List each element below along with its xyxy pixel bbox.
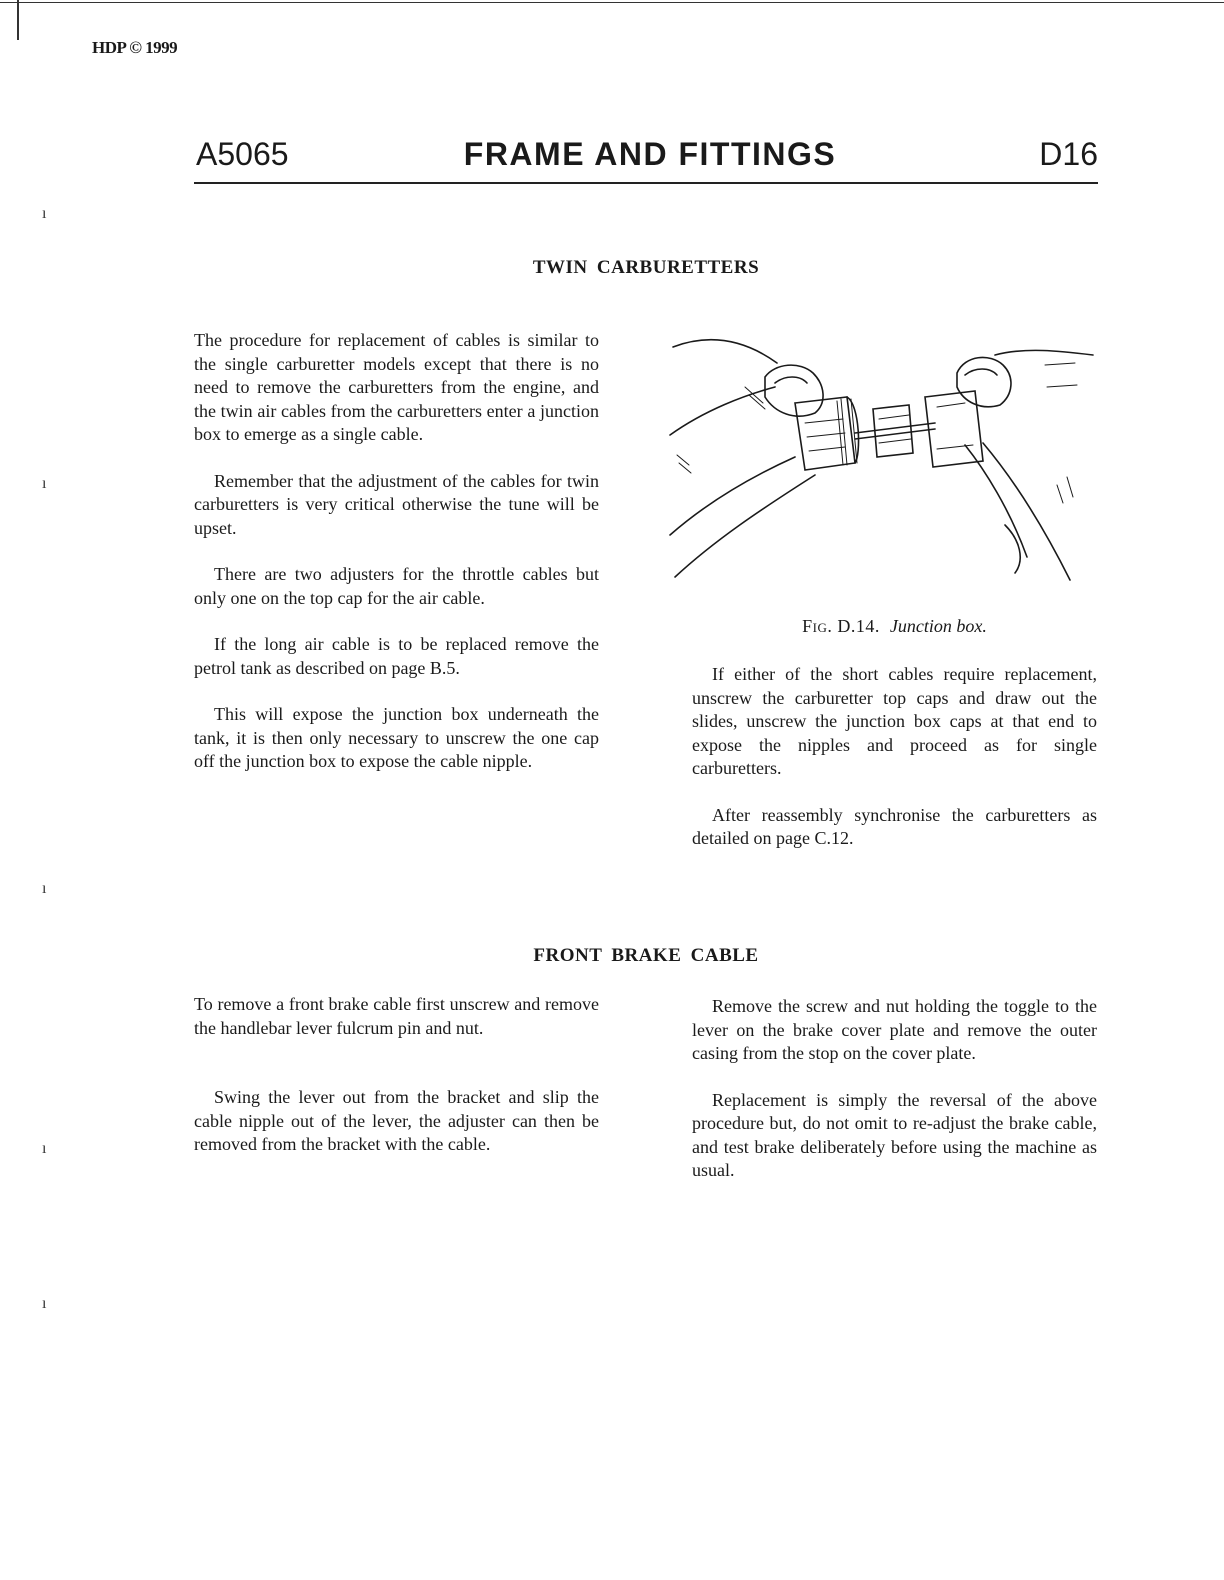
left-hand-outline	[675, 475, 815, 577]
cable-inner	[855, 423, 935, 433]
scan-edge-tick	[17, 0, 19, 40]
brake-right-column	[692, 995, 1097, 1183]
right-thumb	[957, 357, 1011, 406]
skin-hatch	[1045, 363, 1077, 387]
page-number: D16	[1039, 136, 1098, 172]
scan-edge-line	[0, 2, 1224, 3]
left-hand-outline	[670, 457, 795, 535]
copyright-stamp: HDP © 1999	[92, 38, 178, 57]
paragraph: After reassembly synchronise the carburetters as detailed on page C.12.	[692, 804, 1097, 848]
scan-artifact-mark: ı	[42, 1140, 47, 1157]
paragraph: To remove a front brake cable first unscrew and remove the handlebar lever fulcrum pin and nut.	[194, 994, 599, 1038]
twin-carb-left-column	[194, 329, 599, 774]
left-thumb	[765, 365, 823, 416]
scan-artifact-mark: ı	[42, 880, 47, 897]
figure-caption	[692, 616, 1097, 637]
left-thumbnail	[775, 377, 807, 383]
right-finger-outline	[995, 350, 1093, 355]
paragraph: This will expose the junction box underneath the tank, it is then only necessary to unscrew the one cap off the junction box to expose the cable nipple.	[194, 704, 599, 771]
left-finger-outline	[673, 340, 777, 363]
paragraph: Remove the screw and nut holding the toggle to the lever on the brake cover plate and remove the outer casing from the stop on the cover plate.	[692, 996, 1097, 1063]
right-thumbnail	[965, 369, 997, 375]
paragraph: If either of the short cables require replacement, unscrew the carburetter top caps and draw out the slides, unscrew the junction box caps at that end to expose the nipples and proceed as for single carburetters.	[692, 664, 1097, 778]
junction-nipple	[873, 405, 913, 457]
brake-left-column	[194, 993, 599, 1157]
figure-number: Fig. D.14.	[802, 616, 880, 636]
section-title-twin-carburetters: TWIN CARBURETTERS	[532, 257, 760, 278]
figure-title: Junction box.	[889, 616, 987, 636]
paragraph: There are two adjusters for the throttle cables but only one on the top cap for the air cable.	[194, 564, 599, 608]
paragraph: Remember that the adjustment of the cables for twin carburetters is very critical otherwise the tune will be upset.	[194, 470, 599, 538]
page-title: FRAME AND FITTINGS	[463, 136, 837, 172]
paragraph: The procedure for replacement of cables is similar to the single carburetter models except that there is no need to remove the carburetters from the engine, and the twin air cables from the carburetters enter a junction box to emerge as a single cable.	[194, 330, 599, 444]
cap-hatch	[937, 403, 973, 449]
manual-code: A5065	[196, 136, 289, 172]
header-rule	[194, 182, 1098, 184]
section-title-front-brake-cable: FRONT BRAKE CABLE	[533, 945, 759, 966]
scan-artifact-mark: ı	[42, 475, 47, 492]
paragraph: Replacement is simply the reversal of the above procedure but, do not omit to re-adjust the brake cable, and test brake deliberately before using the machine as usual.	[692, 1089, 1097, 1180]
paragraph: If the long air cable is to be replaced remove the petrol tank as described on page B.5.	[194, 634, 599, 678]
scan-artifact-mark: ı	[42, 1295, 47, 1312]
skin-hatch	[677, 455, 691, 473]
cable-inner	[855, 429, 935, 439]
right-hand-outline	[983, 443, 1070, 580]
skin-hatch	[1057, 477, 1073, 503]
left-finger-outline	[670, 387, 775, 435]
paragraph: Swing the lever out from the bracket and slip the cable nipple out of the lever, the adjuster can then be removed from the bracket with the cable.	[194, 1087, 599, 1154]
junction-box-illustration	[665, 325, 1097, 590]
scan-artifact-mark: ı	[42, 205, 47, 222]
twin-carb-right-column	[692, 663, 1097, 851]
